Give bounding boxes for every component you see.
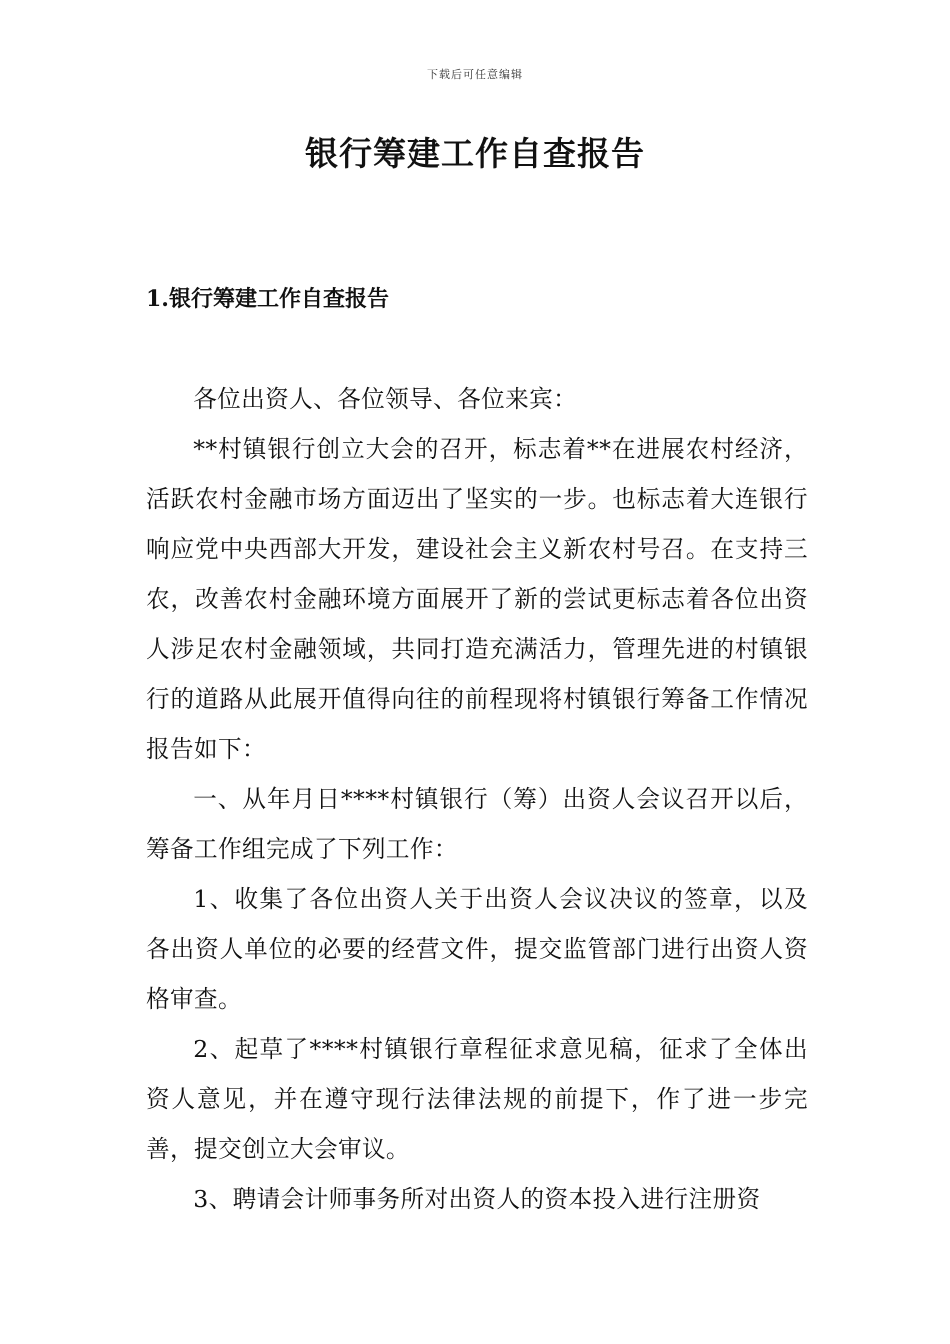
paragraph-item-2: 2、起草了****村镇银行章程征求意见稿，征求了全体出资人意见，并在遵守现行法律法规的前提下，作了进一步完善，提交创立大会审议。 (146, 1035, 808, 1163)
header-note: 下载后可任意编辑 (427, 68, 523, 81)
paragraph-salutation: 各位出资人、各位领导、各位来宾： (193, 385, 578, 413)
document-body (146, 374, 808, 1224)
paragraph-item-1: 1、收集了各位出资人关于出资人会议决议的签章，以及各出资人单位的必要的经营文件，提交监管部门进行出资人资格审查。 (146, 885, 808, 1013)
document-title: 银行筹建工作自查报告 (305, 134, 645, 173)
section-heading: 1.银行筹建工作自查报告 (146, 286, 389, 312)
paragraph-section-one: 一、从年月日****村镇银行（筹）出资人会议召开以后，筹备工作组完成了下列工作： (146, 785, 808, 863)
paragraph-item-3: 3、聘请会计师事务所对出资人的资本投入进行注册资 (193, 1185, 761, 1213)
paragraph-intro: **村镇银行创立大会的召开，标志着**在进展农村经济，活跃农村金融市场方面迈出了坚实的一步。也标志着大连银行响应党中央西部大开发，建设社会主义新农村号召。在支持三农，改善农村金融环境方面展开了新的尝试更标志着各位出资人涉足农村金融领域，共同打造充满活力，管理先进的村镇银行的道路从此展开值得向往的前程现将村镇银行筹备工作情况报告如下： (146, 435, 808, 763)
